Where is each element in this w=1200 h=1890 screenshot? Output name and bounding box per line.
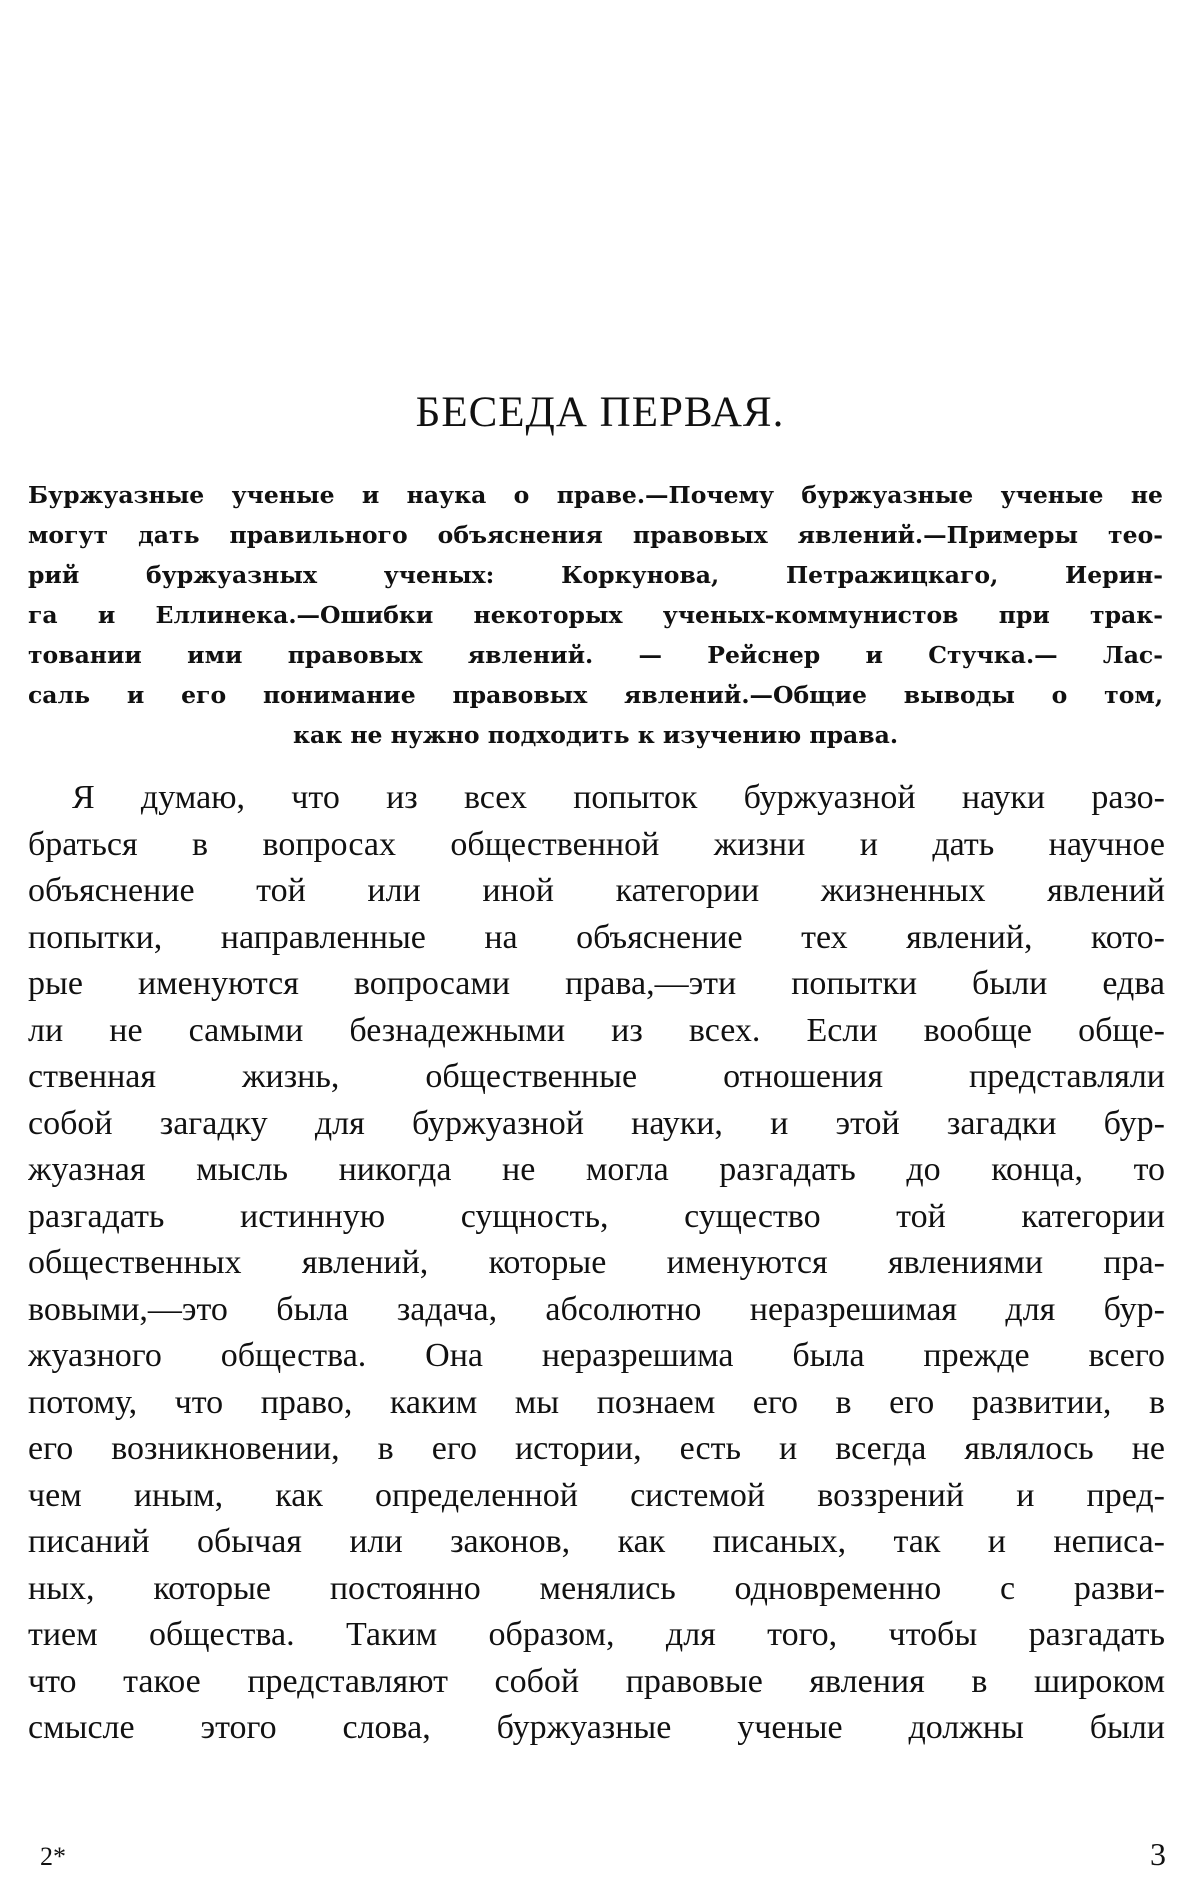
body-line: вовыми,—это была задача, абсолютно неразрешимая для бур- bbox=[28, 1290, 1165, 1328]
body-line: общественных явлений, которые именуются явлениями пра- bbox=[28, 1244, 1165, 1281]
body-line: потому, что право, каким мы познаем его в его развитии, в bbox=[28, 1383, 1165, 1421]
body-line: разгадать истинную сущность, существо той категории bbox=[28, 1197, 1165, 1235]
chapter-title: БЕСЕДА ПЕРВАЯ. bbox=[415, 389, 785, 436]
body-line: ли не самыми безнадежными из всех. Если вообще обще- bbox=[28, 1011, 1165, 1049]
body-line: жуазная мысль никогда не могла разгадать до конца, то bbox=[28, 1151, 1165, 1188]
summary-line: рий буржуазных ученых: Коркунова, Петражицкаго, Иерин- bbox=[28, 561, 1163, 589]
body-line: писаний обычая или законов, как писаных, так и неписа- bbox=[28, 1523, 1165, 1560]
body-line: браться в вопросах общественной жизни и дать научное bbox=[28, 825, 1165, 863]
body-line: жуазного общества. Она неразрешима была прежде всего bbox=[28, 1337, 1165, 1374]
body-line: попытки, направленные на объяснение тех явлений, кото- bbox=[28, 918, 1165, 956]
summary-line: могут дать правильного объяснения правовых явлений.—Примеры тео- bbox=[28, 521, 1163, 549]
body-line: рые именуются вопросами права,—эти попытки были едва bbox=[28, 965, 1165, 1002]
body-text bbox=[28, 775, 1165, 1752]
summary-line: Буржуазные ученые и наука о праве.—Почему буржуазные ученые не bbox=[28, 481, 1163, 509]
summary-line: саль и его понимание правовых явлений.—Общие выводы о том, bbox=[28, 681, 1163, 709]
body-line: его возникновении, в его истории, есть и всегда являлось не bbox=[28, 1430, 1165, 1467]
body-line: объяснение той или иной категории жизненных явлений bbox=[28, 872, 1165, 909]
signature-mark: 2* bbox=[40, 1842, 66, 1871]
body-line: ственная жизнь, общественные отношения представляли bbox=[28, 1058, 1165, 1095]
body-line-first: Я думаю, что из всех попыток буржуазной науки разо- bbox=[72, 779, 1165, 816]
summary-line: товании ими правовых явлений. — Рейснер и Стучка.— Лас- bbox=[28, 641, 1163, 669]
summary-line: га и Еллинека.—Ошибки некоторых ученых-коммунистов при трак- bbox=[28, 601, 1163, 629]
body-line: ных, которые постоянно менялись одновременно с разви- bbox=[28, 1569, 1165, 1607]
page-number: 3 bbox=[1150, 1836, 1166, 1872]
body-line: собой загадку для буржуазной науки, и этой загадки бур- bbox=[28, 1104, 1165, 1142]
body-line: смысле этого слова, буржуазные ученые должны были bbox=[28, 1709, 1165, 1746]
chapter-summary bbox=[28, 475, 1163, 755]
body-line: что такое представляют собой правовые явления в широком bbox=[28, 1662, 1165, 1700]
body-line: тием общества. Таким образом, для того, чтобы разгадать bbox=[28, 1616, 1165, 1653]
body-line: чем иным, как определенной системой воззрений и пред- bbox=[28, 1476, 1165, 1514]
summary-line-last: как не нужно подходить к изучению права. bbox=[293, 721, 898, 749]
